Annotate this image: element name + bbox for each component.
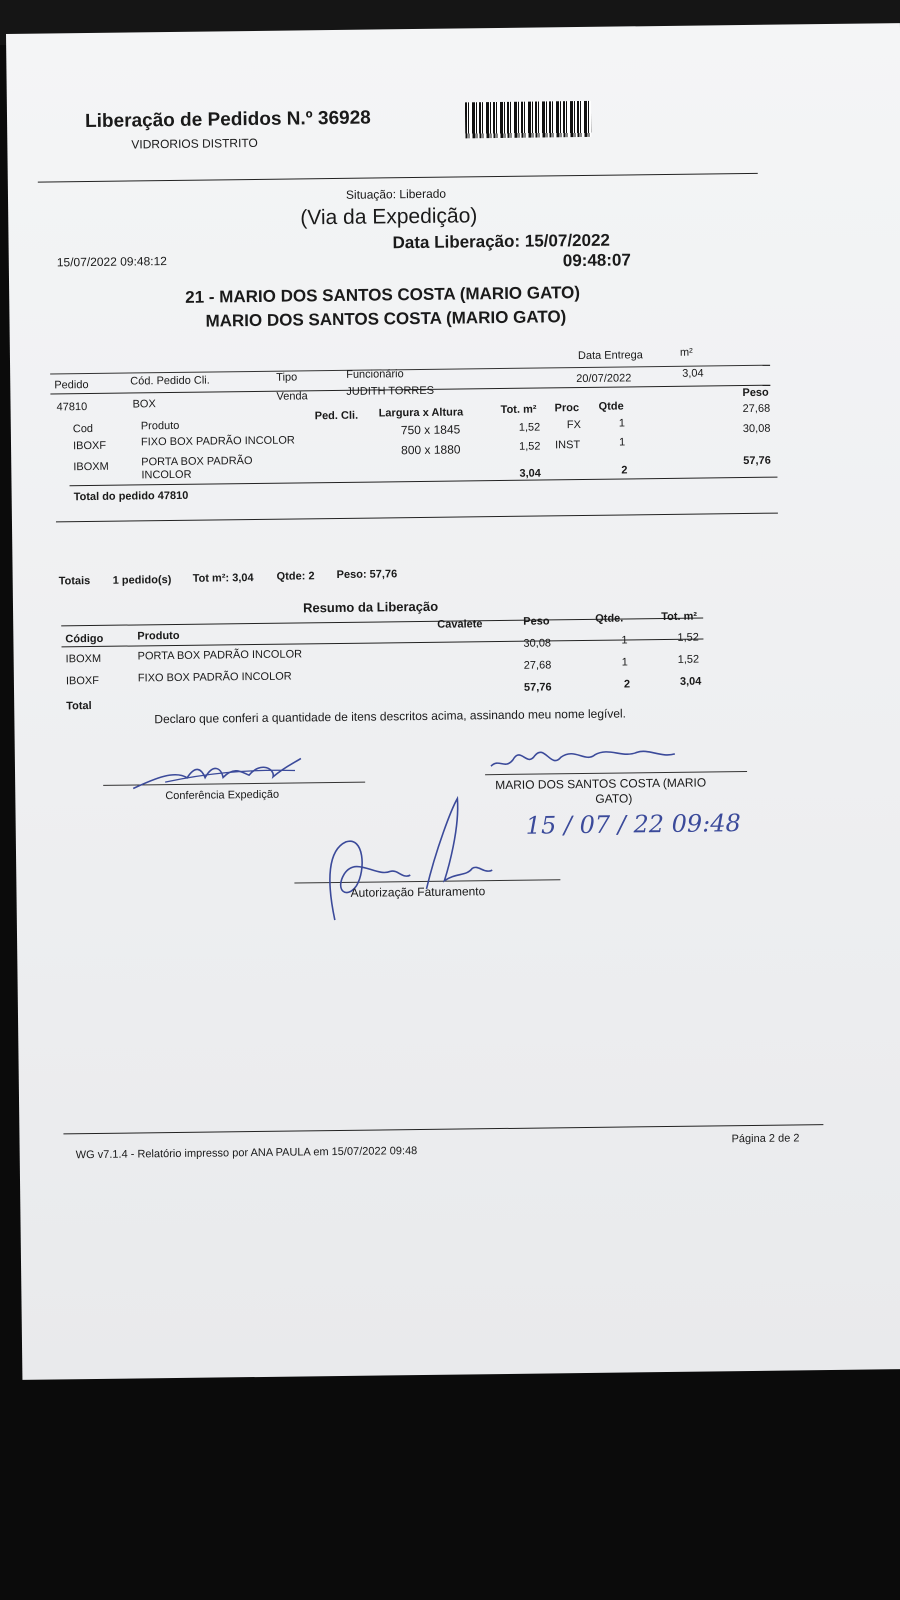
summary-peso: 30,08 [523, 637, 552, 650]
header-ped-cli: Ped. Cli. [314, 409, 359, 423]
item-produto: PORTA BOX PADRÃO [141, 455, 253, 469]
page-number: Página 2 de 2 [731, 1132, 800, 1146]
document-page [6, 23, 900, 1380]
header-peso: Peso [742, 386, 769, 400]
order-total-peso: 57,76 [743, 454, 771, 468]
value-funcionario: JUDITH TORRES [346, 384, 435, 398]
order-total-qtde: 2 [621, 464, 628, 477]
summary-codigo: IBOXF [65, 674, 99, 688]
summary-total-label: Total [66, 700, 92, 713]
summary-qtde: 1 [621, 634, 628, 647]
item-qtde: 1 [618, 417, 626, 430]
label-cod-pedido-cli: Cód. Pedido Cli. [130, 374, 210, 388]
value-cod-pedido-cli: BOX [132, 398, 156, 411]
order-total-m2: 3,04 [519, 467, 541, 480]
document-title: Liberação de Pedidos N.º 36928 [84, 107, 371, 133]
item-peso: 27,68 [742, 402, 771, 416]
summary-title: Resumo da Liberação [302, 598, 439, 616]
client-signature-name: MARIO DOS SANTOS COSTA (MARIO [495, 775, 707, 793]
totals-label: Totais [58, 575, 91, 588]
summary-header-tot-m2: Tot. m² [661, 610, 698, 624]
barcode-icon [465, 101, 591, 139]
item-qtde: 1 [618, 436, 626, 449]
item-produto: FIXO BOX PADRÃO INCOLOR [140, 434, 295, 449]
summary-header-qtde: Qtde. [595, 612, 624, 625]
item-cod: IBOXF [72, 439, 107, 453]
divider [38, 173, 758, 183]
label-tipo: Tipo [276, 371, 298, 384]
summary-total-peso: 57,76 [523, 681, 552, 694]
value-pedido: 47810 [56, 401, 88, 414]
totals-m2: Tot m²: 3,04 [192, 572, 254, 585]
summary-tot-m2: 1,52 [677, 653, 700, 666]
header-tot-m2: Tot. m² [500, 403, 537, 416]
summary-tot-m2: 1,52 [677, 631, 699, 644]
item-dims: 750 x 1845 [400, 422, 461, 438]
release-date: Data Liberação: 15/07/2022 [392, 230, 611, 253]
summary-header-produto: Produto [137, 629, 180, 643]
footer-printed-by: WG v7.1.4 - Relatório impresso por ANA PAULA em 15/07/2022 09:48 [75, 1145, 418, 1162]
header-cod: Cod [72, 422, 94, 436]
header-proc: Proc [554, 402, 580, 415]
item-tot-m2: 1,52 [519, 440, 541, 453]
summary-header-cavalete: Cavalete [437, 618, 483, 631]
client-signature-name-cont: GATO) [595, 791, 633, 806]
conferencia-label: Conferência Expedição [165, 788, 280, 803]
summary-qtde: 1 [621, 656, 628, 669]
value-tipo: Venda [276, 390, 308, 403]
status-text: Situação: Liberado [345, 186, 447, 202]
summary-codigo: IBOXM [65, 652, 102, 666]
autorizacao-label: Autorização Faturamento [350, 884, 486, 900]
item-cod: IBOXM [73, 460, 109, 474]
summary-total-tot-m2: 3,04 [679, 675, 702, 688]
summary-total-qtde: 2 [623, 678, 631, 691]
item-tot-m2: 1,52 [518, 421, 541, 434]
signature-mark [485, 738, 695, 781]
copy-type: (Via da Expedição) [300, 204, 478, 230]
divider [63, 1124, 823, 1134]
client-line-1: 21 - MARIO DOS SANTOS COSTA (MARIO GATO) [185, 283, 581, 307]
value-m2: 3,04 [682, 367, 704, 380]
value-data-entrega: 20/07/2022 [576, 372, 632, 386]
divider [56, 513, 778, 523]
header-produto: Produto [140, 419, 180, 433]
declaration-text: Declaro que conferi a quantidade de itens descritos acima, assinando meu nome legível. [154, 706, 627, 727]
client-line-2: MARIO DOS SANTOS COSTA (MARIO GATO) [205, 307, 567, 331]
summary-header-peso: Peso [523, 615, 550, 628]
totals-pedidos: 1 pedido(s) [112, 574, 172, 587]
item-proc: FX [566, 419, 581, 432]
order-total-label: Total do pedido 47810 [73, 489, 189, 504]
item-peso: 30,08 [742, 422, 771, 436]
company-name: VIDRORIOS DISTRITO [131, 135, 258, 152]
header-qtde: Qtde [598, 400, 624, 413]
totals-qtde: Qtde: 2 [276, 570, 315, 583]
totals-peso: Peso: 57,76 [336, 568, 398, 582]
release-time: 09:48:07 [562, 250, 631, 271]
label-m2: m² [679, 346, 693, 359]
item-produto-cont: INCOLOR [141, 468, 192, 482]
summary-peso: 27,68 [523, 659, 552, 672]
label-funcionario: Funcionário [346, 368, 404, 381]
header-largura-altura: Largura x Altura [378, 406, 464, 420]
label-pedido: Pedido [54, 379, 89, 392]
summary-header-codigo: Código [65, 632, 104, 646]
divider [50, 365, 770, 375]
label-data-entrega: Data Entrega [577, 349, 643, 363]
signature-mark [125, 746, 316, 794]
print-datetime: 15/07/2022 09:48:12 [56, 254, 167, 270]
summary-produto: PORTA BOX PADRÃO INCOLOR [137, 648, 303, 663]
signature-mark [315, 788, 517, 930]
handwritten-date: 15 / 07 / 22 09:48 [525, 809, 741, 840]
summary-produto: FIXO BOX PADRÃO INCOLOR [137, 670, 292, 685]
item-dims: 800 x 1880 [401, 442, 461, 458]
item-proc: INST [554, 439, 581, 452]
